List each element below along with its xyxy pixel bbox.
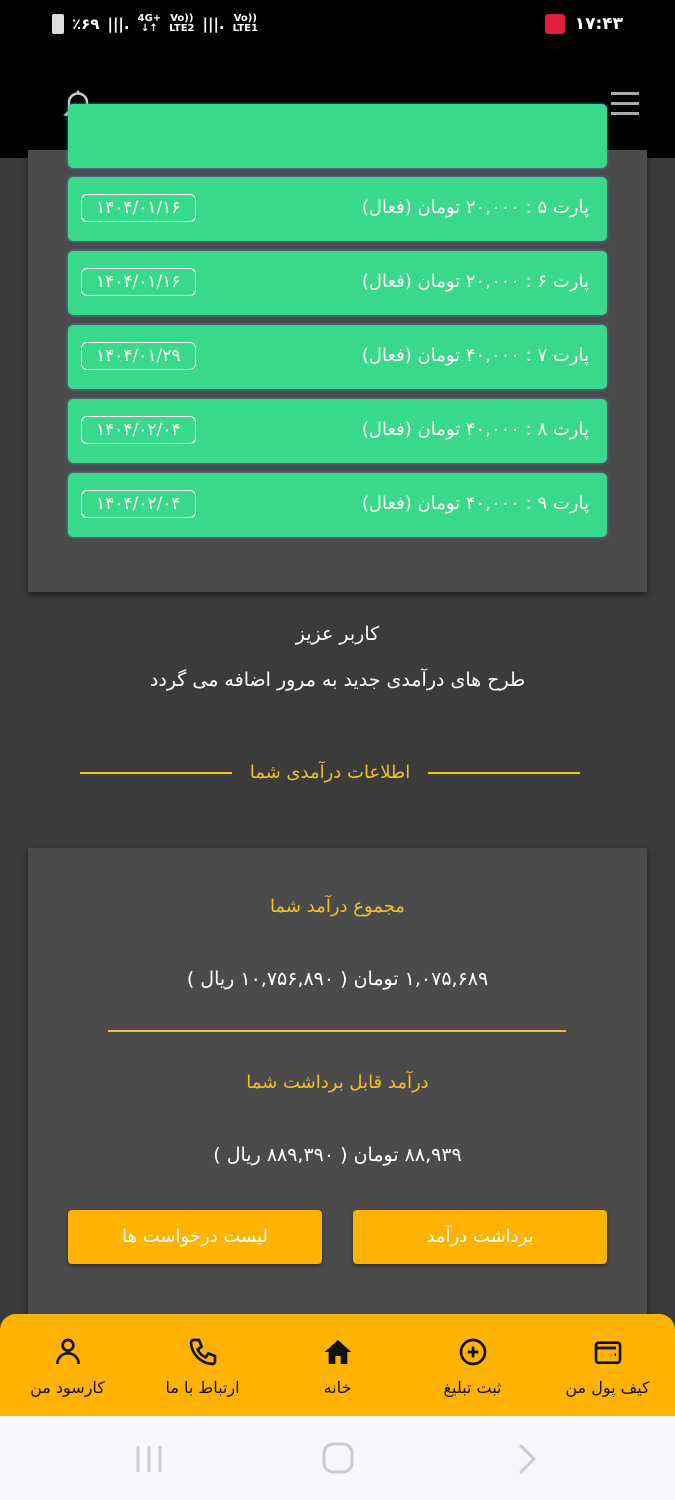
date-badge: ۱۴۰۴/۰۱/۱۶	[81, 268, 196, 296]
signal-icon: |||.	[202, 15, 225, 33]
volte-indicator-1: Vo)) LTE1	[232, 13, 258, 34]
part-item-partial	[68, 104, 607, 168]
battery-level: ٪۶۹	[72, 15, 100, 33]
requests-list-button[interactable]: لیست درخواست ها	[68, 1210, 322, 1264]
date-badge: ۱۴۰۴/۰۱/۲۹	[81, 342, 196, 370]
part-item: پارت ۶ : ۲۰,۰۰۰ تومان (فعال) ۱۴۰۴/۰۱/۱۶	[68, 251, 607, 315]
plus-circle-icon	[457, 1336, 489, 1368]
section-heading: اطلاعات درآمدی شما	[80, 762, 580, 783]
divider	[108, 1030, 566, 1032]
menu-icon[interactable]	[611, 92, 639, 122]
nav-home[interactable]: خانه	[270, 1314, 405, 1416]
volte-indicator-2: Vo)) LTE2	[169, 13, 195, 34]
part-item: پارت ۷ : ۴۰,۰۰۰ تومان (فعال) ۱۴۰۴/۰۱/۲۹	[68, 325, 607, 389]
parts-card	[28, 150, 647, 592]
nav-wallet[interactable]: کیف پول من	[540, 1314, 675, 1416]
home-system-icon[interactable]	[320, 1440, 356, 1476]
system-nav-bar	[0, 1416, 675, 1500]
withdrawable-value: ۸۸,۹۳۹ تومان ( ۸۸۹,۳۹۰ ریال )	[213, 1144, 462, 1166]
recent-apps-icon[interactable]	[132, 1442, 166, 1476]
income-card	[28, 848, 647, 1318]
status-bar	[0, 0, 675, 60]
total-income-value: ۱,۰۷۵,۶۸۹ تومان ( ۱۰,۷۵۶,۸۹۰ ریال )	[186, 968, 489, 990]
withdraw-button[interactable]: برداشت درآمد	[353, 1210, 607, 1264]
total-income-label: مجموع درآمد شما	[270, 896, 405, 917]
signal-icon: |||.	[107, 15, 130, 33]
battery-icon	[52, 14, 64, 34]
nav-post-ad[interactable]: ثبت تبلیغ	[405, 1314, 540, 1416]
wallet-icon	[592, 1336, 624, 1368]
bottom-nav	[0, 1314, 675, 1416]
app-notification-icon	[545, 14, 565, 34]
nav-contact[interactable]: ارتباط با ما	[135, 1314, 270, 1416]
clock: ۱۷:۴۳	[574, 14, 623, 34]
back-icon[interactable]	[512, 1442, 540, 1476]
home-icon	[322, 1336, 354, 1368]
nav-my-profit[interactable]: کارسود من	[0, 1314, 135, 1416]
part-item: پارت ۵ : ۲۰,۰۰۰ تومان (فعال) ۱۴۰۴/۰۱/۱۶	[68, 177, 607, 241]
user-icon	[52, 1336, 84, 1368]
date-badge: ۱۴۰۴/۰۲/۰۴	[81, 490, 196, 518]
withdrawable-label: درآمد قابل برداشت شما	[246, 1072, 429, 1093]
network-indicator: 4G+ ↓↑	[137, 13, 162, 34]
date-badge: ۱۴۰۴/۰۲/۰۴	[81, 416, 196, 444]
date-badge: ۱۴۰۴/۰۱/۱۶	[81, 194, 196, 222]
part-item: پارت ۸ : ۴۰,۰۰۰ تومان (فعال) ۱۴۰۴/۰۲/۰۴	[68, 399, 607, 463]
phone-icon	[187, 1336, 219, 1368]
part-item: پارت ۹ : ۴۰,۰۰۰ تومان (فعال) ۱۴۰۴/۰۲/۰۴	[68, 473, 607, 537]
notice-greeting: کاربر عزیز	[295, 623, 380, 645]
notice-text: طرح های درآمدی جدید به مرور اضافه می گردد	[149, 669, 526, 691]
